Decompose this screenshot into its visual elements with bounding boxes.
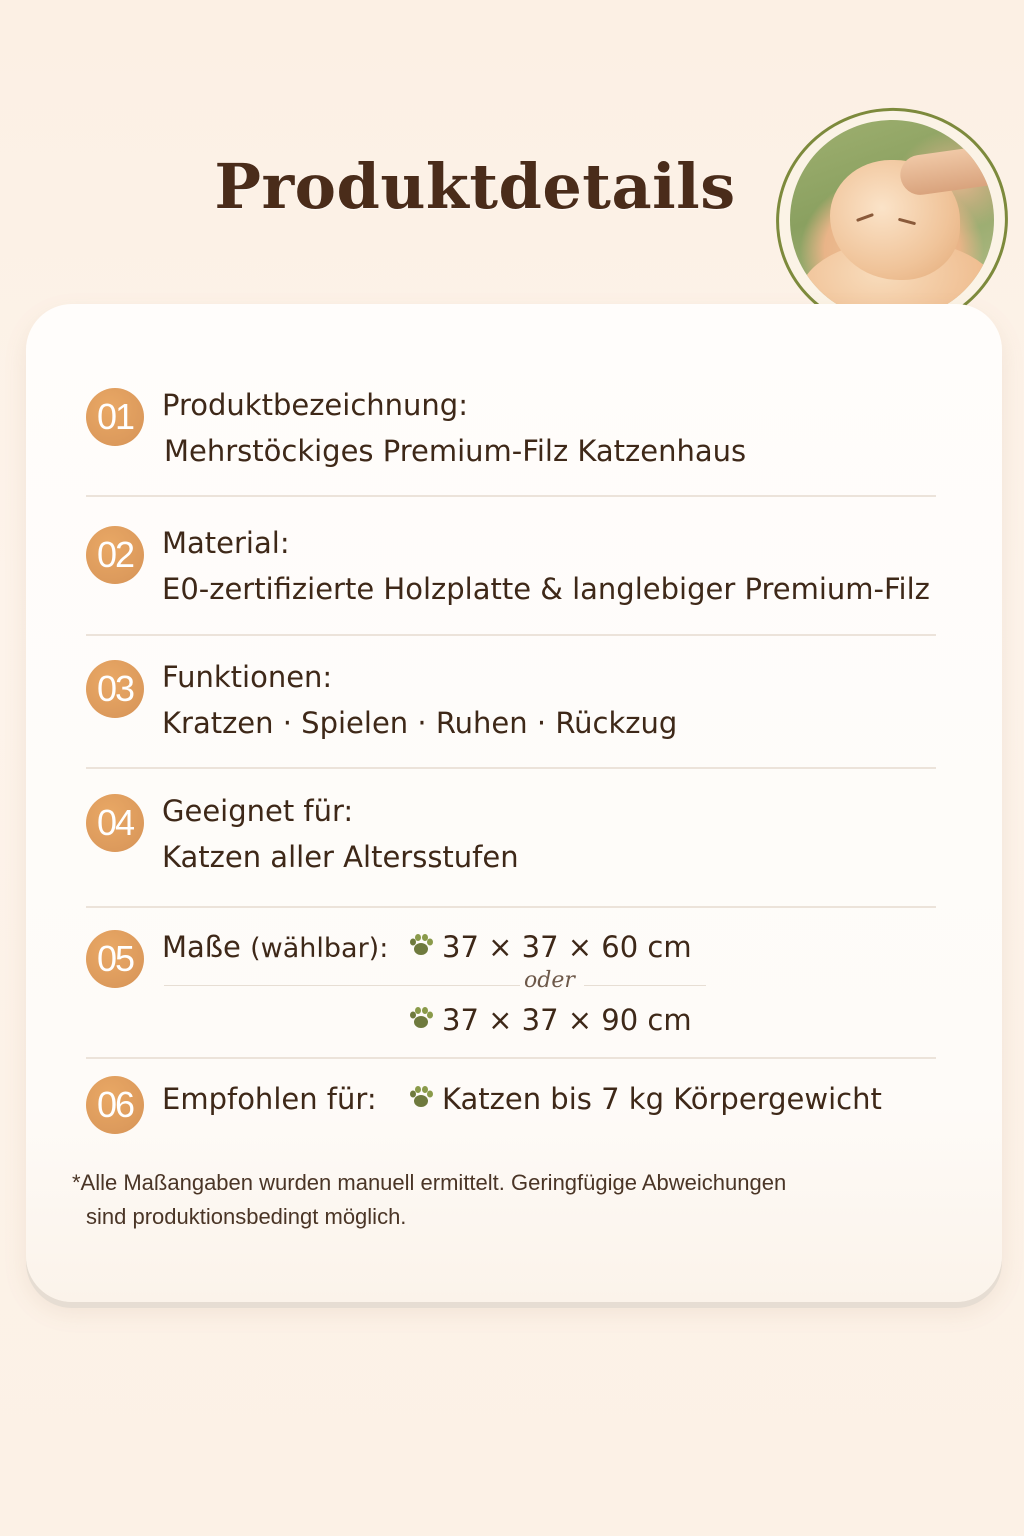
number-badge: 02 [86,526,144,584]
detail-row-functions [86,658,936,748]
paw-icon [408,1085,434,1109]
divider [86,1057,936,1059]
divider [86,906,936,908]
detail-row-recommended-for [86,1074,936,1134]
number-badge: 03 [86,660,144,718]
detail-row-dimensions [86,928,936,1048]
paw-icon [408,1006,434,1030]
petting-hand [898,143,994,198]
number-badge: 01 [86,388,144,446]
detail-label-main: Maße [162,930,241,964]
dimension-option-1 [408,930,692,964]
detail-row-material [86,524,936,614]
paw-icon [408,933,434,957]
detail-value: Mehrstöckiges Premium-Filz Katzenhaus [164,434,747,468]
separator-text: oder [524,968,575,993]
footnote-line-2: sind produktionsbedingt möglich. [86,1204,407,1229]
detail-value: Katzen aller Altersstufen [162,840,519,874]
cat-photo [790,120,994,320]
detail-label: Geeignet für: [162,794,354,828]
footnote-line-1: *Alle Maßangaben wurden manuell ermittelt. Geringfügige Abweichungen [72,1170,787,1195]
dimension-value: 37 × 37 × 90 cm [442,1003,692,1037]
number-badge: 04 [86,794,144,852]
number-badge: 06 [86,1076,144,1134]
detail-label-sub: (wählbar): [250,933,389,964]
divider [86,495,936,497]
dimension-option-2 [408,1003,692,1037]
divider [86,767,936,769]
divider [86,634,936,636]
detail-label: Empfohlen für: [162,1082,377,1116]
separator-line-left [164,985,520,986]
dimension-value: 37 × 37 × 60 cm [442,930,692,964]
detail-label: Material: [162,526,290,560]
detail-label: Produktbezeichnung: [162,388,468,422]
footnote [72,1166,952,1234]
page-title: Produktdetails [214,150,736,223]
detail-value: E0-zertifizierte Holzplatte & langlebiger Premium-Filz [162,572,930,606]
number-badge: 05 [86,930,144,988]
detail-row-suitable-for [86,792,936,882]
separator-line-right [584,985,706,986]
detail-label [162,930,388,964]
detail-label: Funktionen: [162,660,333,694]
detail-value [408,1082,882,1116]
detail-row-product-name [86,386,936,476]
detail-value: Kratzen · Spielen · Ruhen · Rückzug [162,706,678,740]
recommended-value: Katzen bis 7 kg Körpergewicht [442,1082,882,1116]
